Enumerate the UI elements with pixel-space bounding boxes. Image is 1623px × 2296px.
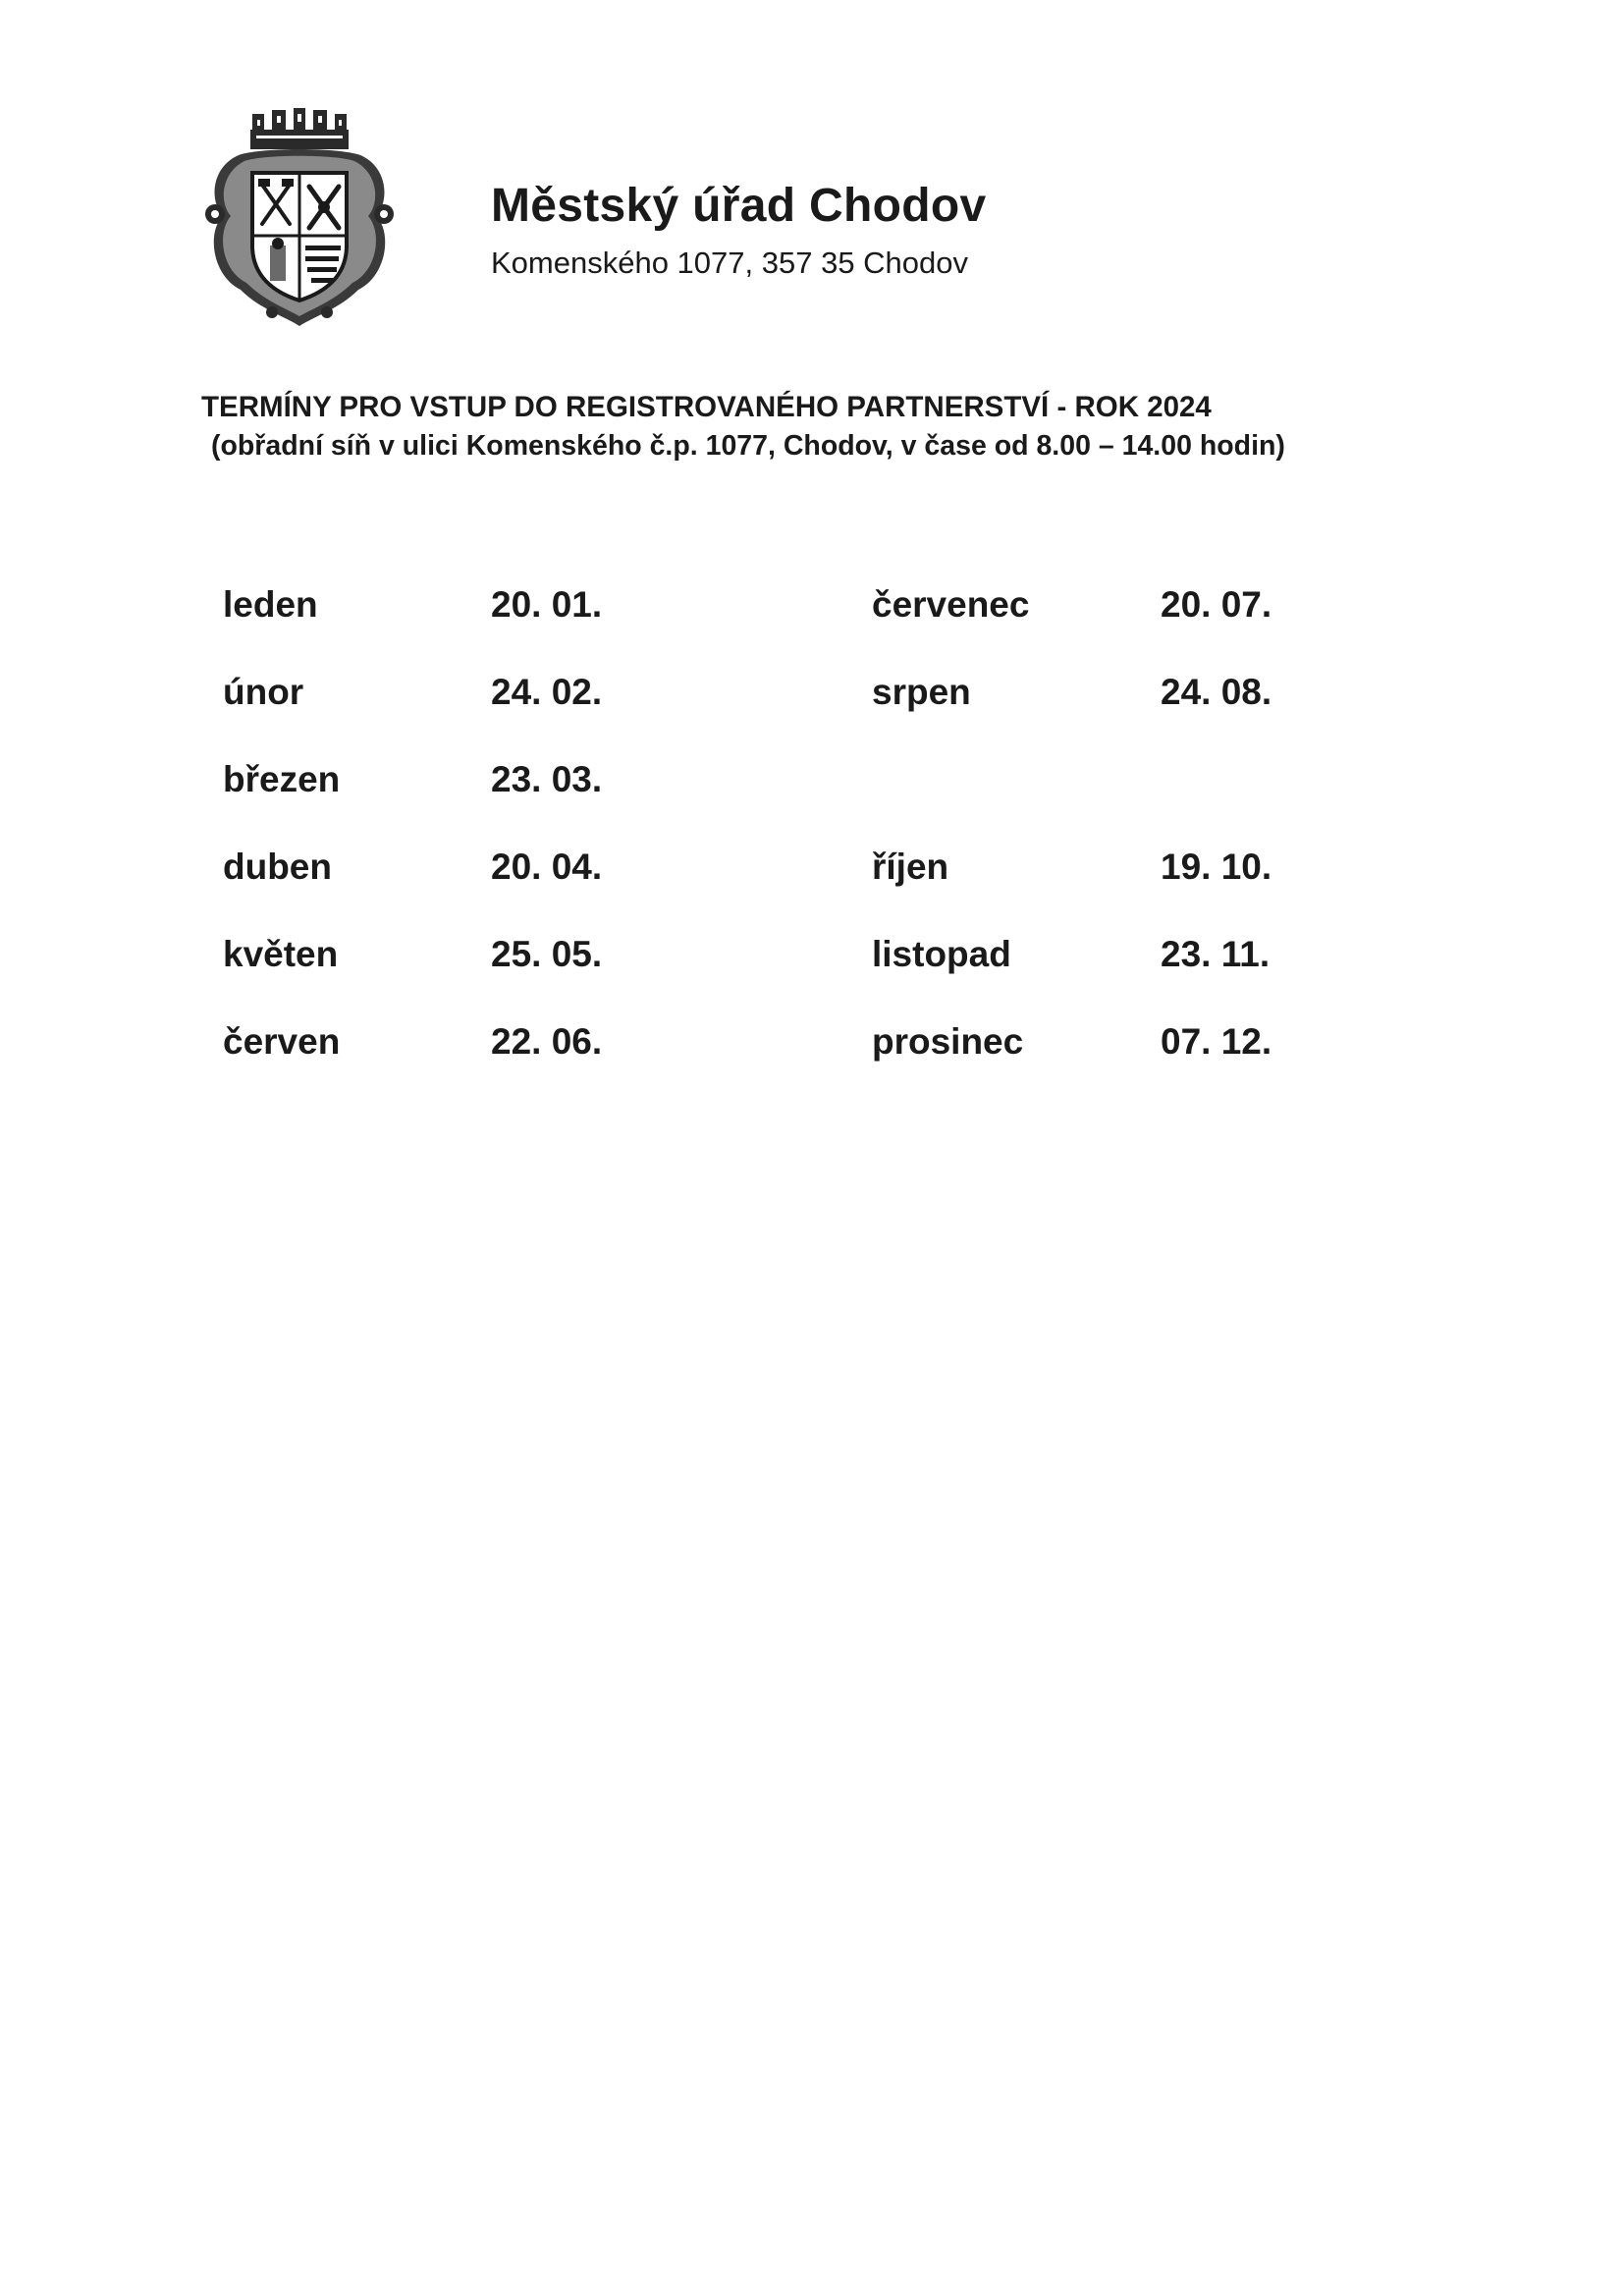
month-label: prosinec (872, 1021, 1024, 1062)
month-label: duben (223, 847, 332, 887)
document-title: TERMÍNY PRO VSTUP DO REGISTROVANÉHO PARTNERSTVÍ - ROK 2024 (201, 391, 1212, 423)
month-label: červenec (872, 584, 1030, 625)
date-value: 20. 04. (491, 847, 603, 887)
month-label: leden (223, 584, 318, 625)
date-value: 24. 08. (1161, 672, 1272, 712)
date-value: 20. 07. (1161, 584, 1272, 625)
office-name: Městský úřad Chodov (491, 180, 987, 232)
date-value: 07. 12. (1161, 1021, 1272, 1062)
date-value: 19. 10. (1161, 847, 1272, 887)
month-label: říjen (872, 847, 949, 887)
month-label: srpen (872, 672, 971, 712)
month-label: červen (223, 1021, 341, 1062)
coat-of-arms-icon (201, 108, 398, 329)
month-label: březen (223, 759, 341, 799)
date-value: 24. 02. (491, 672, 603, 712)
office-address: Komenského 1077, 357 35 Chodov (491, 246, 969, 280)
month-label: únor (223, 672, 304, 712)
date-value: 25. 05. (491, 934, 603, 974)
document-subtitle: (obřadní síň v ulici Komenského č.p. 1077, Chodov, v čase od 8.00 – 14.00 hodin) (211, 430, 1285, 462)
date-value: 20. 01. (491, 584, 603, 625)
date-value: 23. 11. (1161, 934, 1271, 974)
date-value: 23. 03. (491, 759, 603, 799)
month-label: květen (223, 934, 339, 974)
date-value: 22. 06. (491, 1021, 603, 1062)
month-label: listopad (872, 934, 1011, 974)
